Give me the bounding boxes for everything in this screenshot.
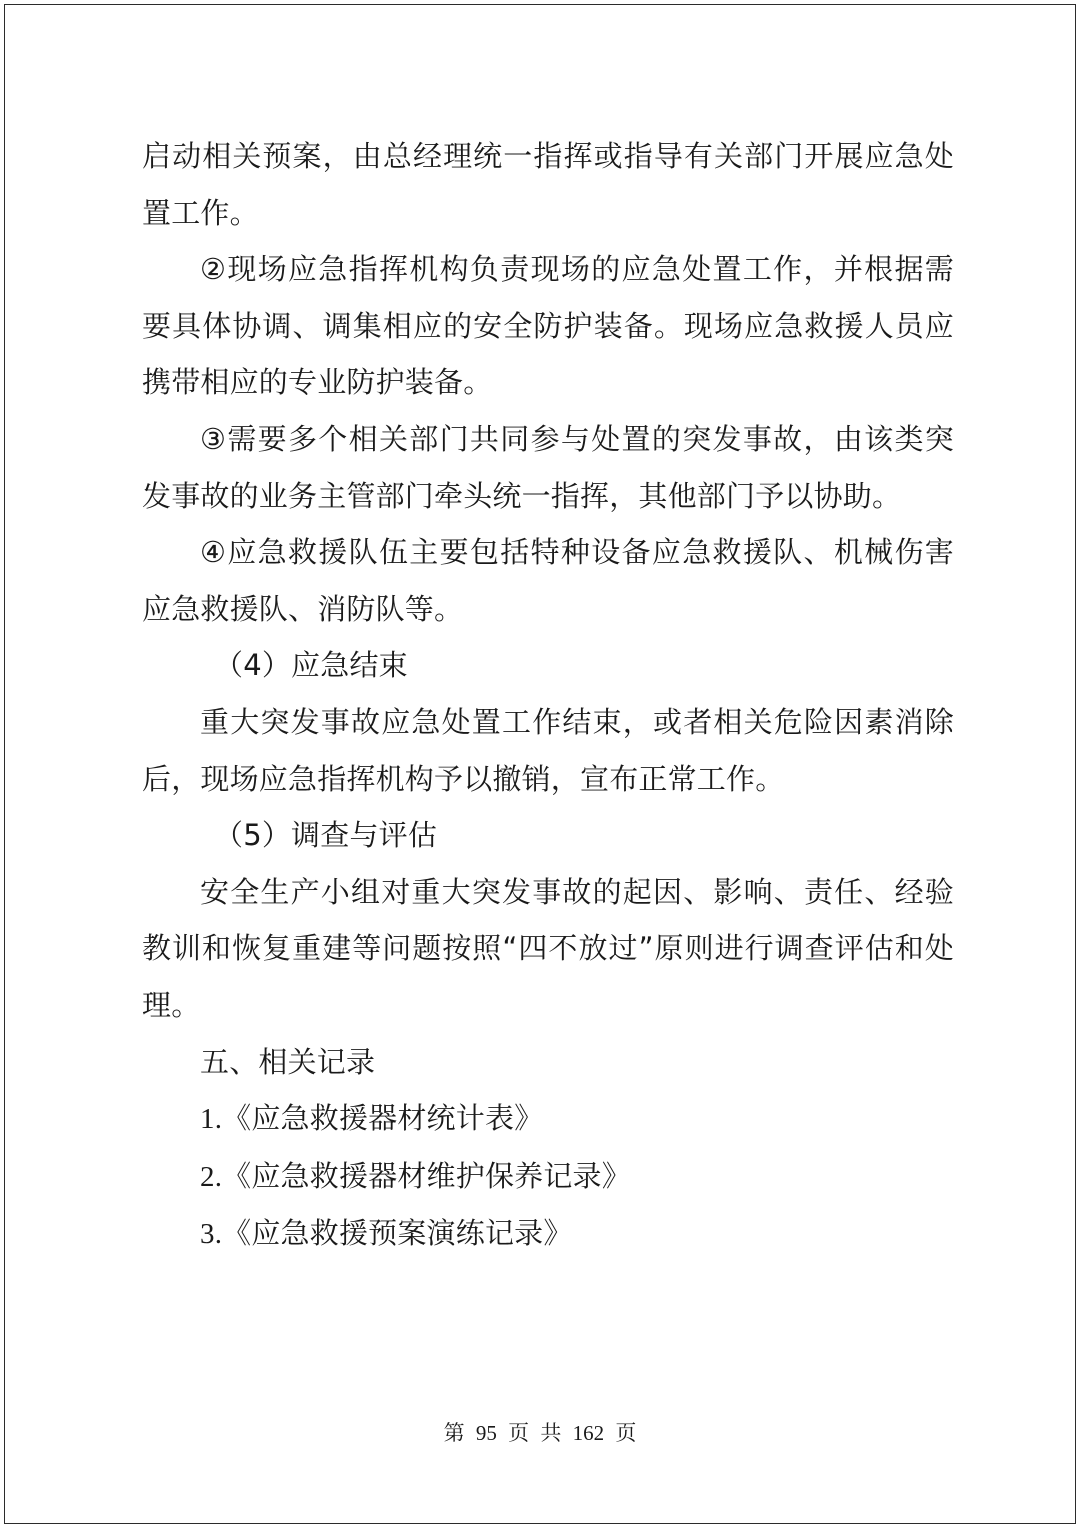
record-title: 《应急救援器材维护保养记录》 bbox=[222, 1158, 631, 1193]
paragraph-emergency-end: 重大突发事故应急处置工作结束，或者相关危险因素消除后，现场应急指挥机构予以撤销，宣布正常工作。 bbox=[142, 704, 954, 796]
record-item-2 bbox=[142, 1148, 954, 1206]
paragraph-item-3: ③需要多个相关部门共同参与处置的突发事故，由该类突发事故的业务主管部门牵头统一指挥，其他部门予以协助。 bbox=[142, 421, 954, 513]
subheading-emergency-end: （4）应急结束 bbox=[214, 648, 408, 683]
record-title: 《应急救援预案演练记录》 bbox=[222, 1216, 573, 1251]
paragraph-item-2: ②现场应急指挥机构负责现场的应急处置工作，并根据需要具体协调、调集相应的安全防护装备。现场应急救援人员应携带相应的专业防护装备。 bbox=[142, 252, 954, 400]
record-number: 1. bbox=[200, 1103, 223, 1136]
paragraph-continuation: 启动相关预案，由总经理统一指挥或指导有关部门开展应急处置工作。 bbox=[142, 139, 954, 230]
record-item-3 bbox=[142, 1205, 954, 1263]
subheading-investigation: （5）调查与评估 bbox=[214, 818, 438, 853]
record-number: 3. bbox=[200, 1218, 223, 1251]
page-number-footer: 第 95 页 共 162 页 bbox=[443, 1421, 637, 1445]
paragraph-item-4: ④应急救援队伍主要包括特种设备应急救援队、机械伤害应急救援队、消防队等。 bbox=[142, 535, 954, 626]
paragraph-investigation: 安全生产小组对重大突发事故的起因、影响、责任、经验教训和恢复重建等问题按照“四不放过”原则进行调查评估和处理。 bbox=[142, 874, 954, 1022]
record-number: 2. bbox=[200, 1160, 223, 1193]
page-body bbox=[142, 128, 954, 1263]
record-title: 《应急救援器材统计表》 bbox=[222, 1101, 544, 1136]
section-heading-records: 五、相关记录 bbox=[200, 1044, 376, 1079]
record-item-1 bbox=[142, 1090, 954, 1148]
